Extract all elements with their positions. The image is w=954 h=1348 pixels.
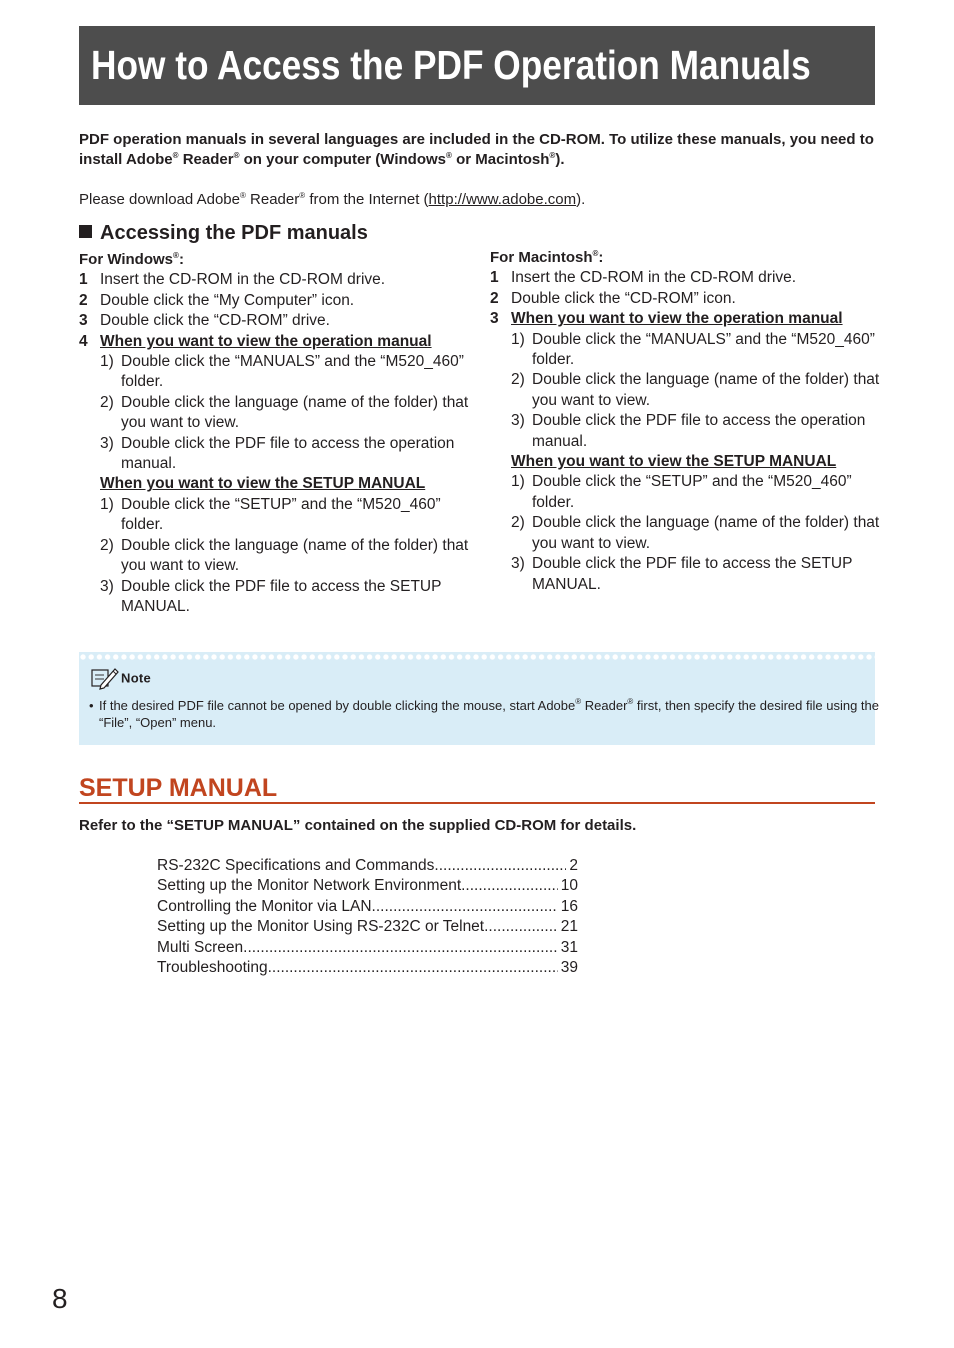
windows-setup-substep: 2) Double click the language (name of the folder) that you want to view.: [100, 536, 469, 575]
windows-setup-heading: When you want to view the SETUP MANUAL: [100, 475, 426, 493]
windows-label: For Windows®:: [79, 251, 184, 268]
title-bar: [79, 26, 875, 105]
toc-entry: Controlling the Monitor via LAN ..... 16: [157, 897, 578, 917]
windows-step: 4 When you want to view the operation manual: [79, 332, 432, 350]
mac-step: 2 Double click the “CD-ROM” icon.: [490, 289, 736, 307]
windows-step: 1 Insert the CD-ROM in the CD-ROM drive.: [79, 271, 386, 289]
mac-op-substep: 1) Double click the “MANUALS” and the “M520_460” folder.: [511, 330, 875, 369]
toc-leader: [243, 938, 558, 958]
intro-paragraph: PDF operation manuals in several languages are included in the CD-ROM. To utilize these manuals, you need to install Adobe® Reader® on your computer (Windows® or Macintosh®).: [79, 131, 874, 168]
table-of-contents: [157, 856, 578, 978]
windows-column: [79, 250, 471, 617]
mac-step: 1 Insert the CD-ROM in the CD-ROM drive.: [490, 269, 797, 287]
note-header: Note: [91, 666, 151, 690]
mac-op-substep: 2) Double click the language (name of the folder) that you want to view.: [511, 371, 880, 409]
black-square-icon: [79, 225, 92, 238]
page-title: How to Access the PDF Operation Manuals: [91, 42, 811, 88]
pencil-note-icon: [91, 666, 121, 690]
windows-setup-substep: 1) Double click the “SETUP” and the “M520_460” folder.: [100, 495, 441, 534]
toc-entry: RS-232C Specifications and Commands ..... 2: [157, 856, 578, 876]
mac-label: For Macintosh®:: [490, 249, 604, 266]
toc-leader: [434, 856, 566, 876]
adobe-link[interactable]: http://www.adobe.com: [428, 191, 577, 208]
toc-leader: [372, 897, 558, 917]
mac-setup-substep: 2) Double click the language (name of the folder) that you want to view.: [511, 514, 880, 552]
toc-leader: [268, 958, 558, 978]
download-paragraph: Please download Adobe® Reader® from the Internet (http://www.adobe.com).: [79, 191, 586, 208]
mac-setup-substep: 3) Double click the PDF file to access the SETUP MANUAL.: [511, 555, 853, 593]
toc-entry: Setting up the Monitor Using RS-232C or Telnet ..... 21: [157, 917, 578, 937]
toc-entry: Multi Screen ..... 31: [157, 938, 578, 958]
toc-entry: Troubleshooting ..... 39: [157, 958, 578, 978]
toc-entry: Setting up the Monitor Network Environment ..... 10: [157, 876, 578, 896]
note-box: [79, 652, 879, 745]
mac-column: [490, 248, 882, 595]
page-number: 8: [52, 1283, 68, 1314]
setup-manual-refer: Refer to the “SETUP MANUAL” contained on the supplied CD-ROM for details.: [79, 817, 637, 834]
note-dotted-border: [79, 652, 875, 662]
mac-step: 3 When you want to view the operation manual: [490, 310, 843, 328]
section-heading: Accessing the PDF manuals: [79, 220, 368, 246]
setup-manual-heading: SETUP MANUAL: [79, 772, 875, 804]
mac-setup-substep: 1) Double click the “SETUP” and the “M520_460” folder.: [511, 473, 852, 511]
windows-op-substep: 3) Double click the PDF file to access the operation manual.: [100, 434, 455, 473]
toc-leader: [484, 917, 558, 937]
note-text: • If the desired PDF file cannot be opened by double clicking the mouse, start Adobe® Reader® first, then specify the desired file using the “File”, “Open” menu.: [89, 697, 879, 730]
windows-op-substep: 1) Double click the “MANUALS” and the “M520_460” folder.: [100, 353, 464, 391]
toc-leader: [461, 876, 558, 896]
mac-op-substep: 3) Double click the PDF file to access the operation manual.: [511, 412, 866, 450]
windows-step: 2 Double click the “My Computer” icon.: [79, 291, 355, 309]
windows-op-substep: 2) Double click the language (name of the folder) that you want to view.: [100, 393, 469, 432]
windows-step: 3 Double click the “CD-ROM” drive.: [79, 312, 330, 330]
windows-setup-substep: 3) Double click the PDF file to access the SETUP MANUAL.: [100, 577, 442, 615]
mac-setup-heading: When you want to view the SETUP MANUAL: [511, 453, 837, 471]
